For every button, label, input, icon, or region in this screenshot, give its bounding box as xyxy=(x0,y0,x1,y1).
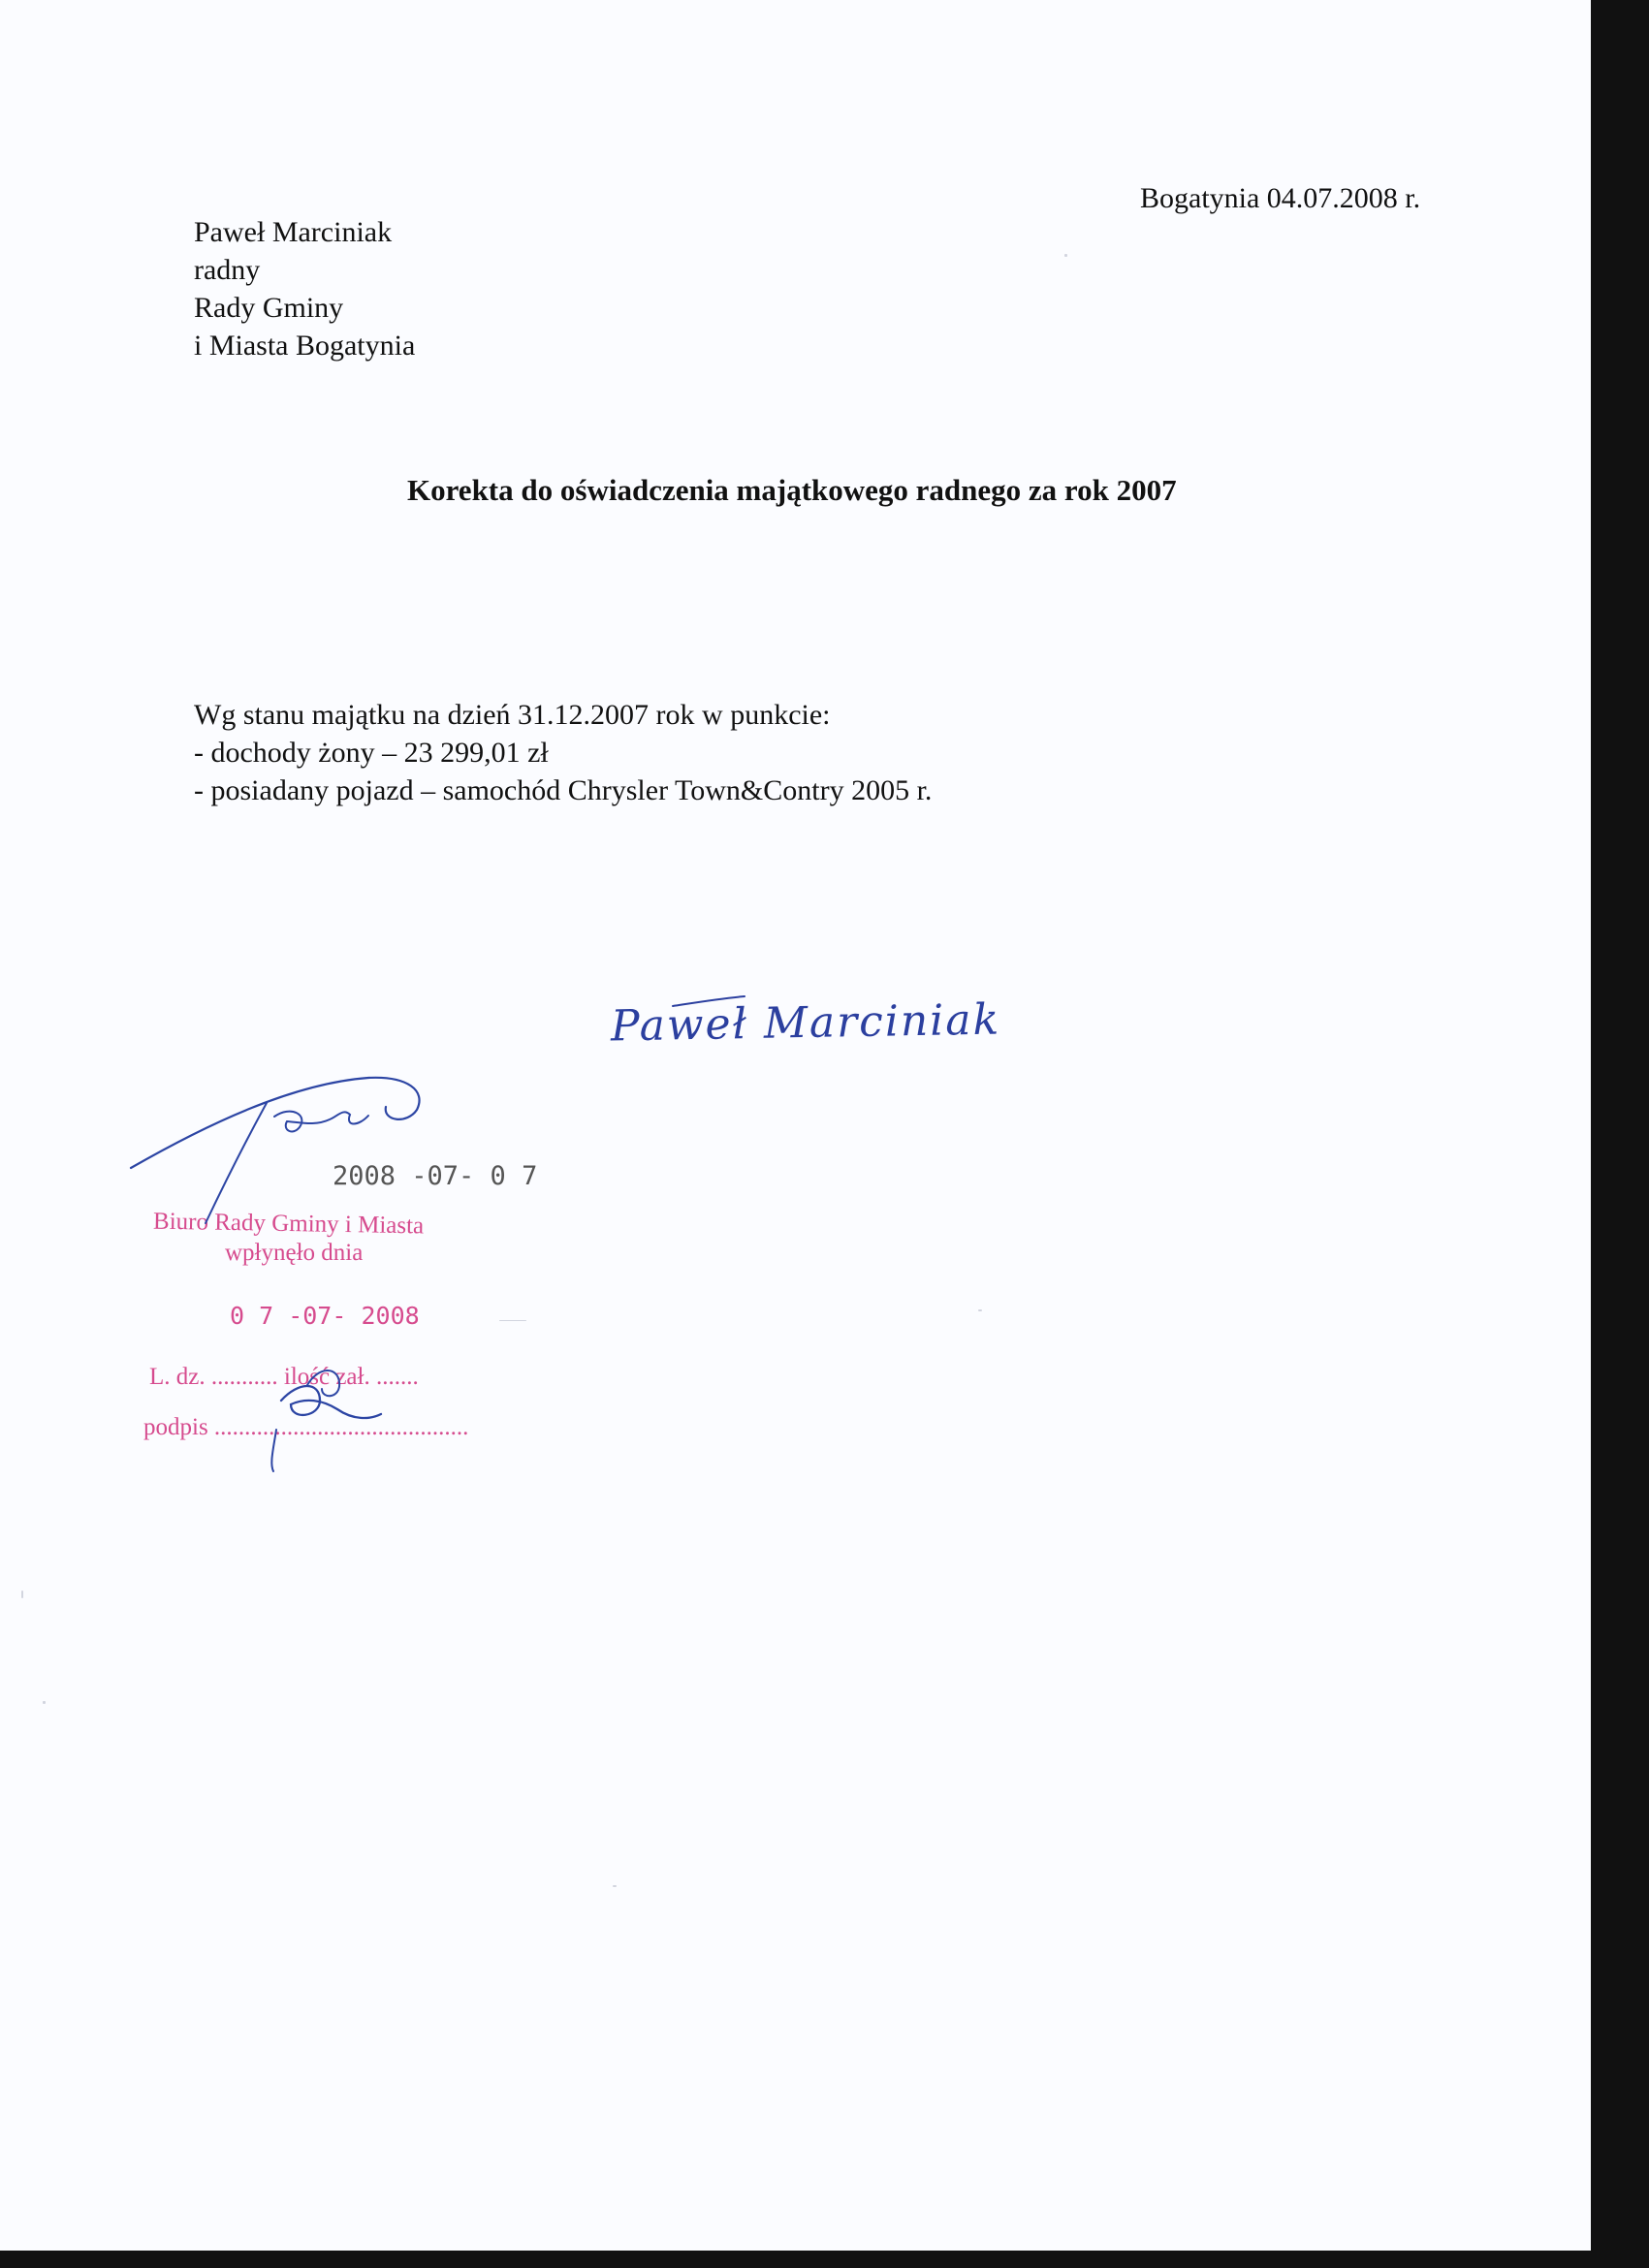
received-date-top: 2008 -07- 0 7 xyxy=(333,1161,538,1191)
scanner-right-border xyxy=(1591,0,1649,2268)
sender-block xyxy=(194,213,415,364)
registry-stamp-line: L. dz. ........... ilość zał. ....... xyxy=(149,1364,419,1390)
asset-state-line: Wg stanu majątku na dzień 31.12.2007 rok w punkcie: xyxy=(194,699,831,731)
place-date: Bogatynia 04.07.2008 r. xyxy=(1140,182,1421,214)
sender-name: Paweł Marciniak xyxy=(194,216,393,248)
scanner-bottom-border xyxy=(0,2251,1649,2268)
scan-speck xyxy=(613,1885,617,1887)
sender-town: i Miasta Bogatynia xyxy=(194,330,416,362)
signature-text: Paweł Marciniak xyxy=(610,994,1001,1052)
office-stamp-line: Biuro Rady Gminy i Miasta xyxy=(152,1208,425,1240)
spouse-income-line: - dochody żony – 23 299,01 zł xyxy=(194,737,549,769)
received-stamp-line: wpłynęło dnia xyxy=(225,1240,364,1266)
sender-role: radny xyxy=(194,254,261,286)
correction-body xyxy=(194,696,932,809)
vehicle-line: - posiadany pojazd – samochód Chrysler Town&Contry 2005 r. xyxy=(194,774,933,806)
handwritten-signature xyxy=(611,994,1001,1051)
sender-council: Rady Gminy xyxy=(194,292,344,324)
scan-speck xyxy=(1064,254,1067,257)
received-stamp-date: 0 7 -07- 2008 xyxy=(230,1302,420,1330)
document-title: Korekta do oświadczenia majątkowego radnego za rok 2007 xyxy=(407,473,1177,507)
stamp-signature-line: podpis .......................................... xyxy=(143,1414,469,1440)
scan-speck xyxy=(21,1591,23,1598)
scan-speck xyxy=(978,1309,982,1311)
scan-speck xyxy=(499,1320,526,1321)
scan-speck xyxy=(43,1701,46,1704)
